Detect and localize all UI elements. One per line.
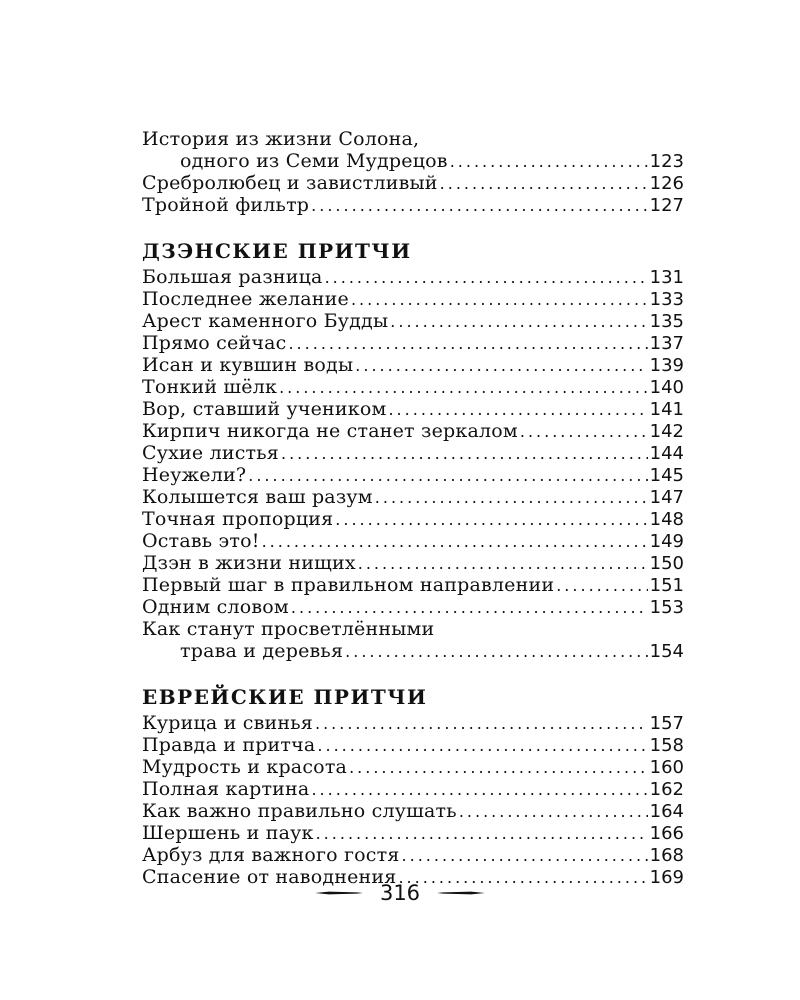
dot-leader bbox=[279, 377, 648, 398]
dot-leader bbox=[450, 151, 648, 172]
entry-page-number: 153 bbox=[649, 597, 684, 618]
entry-page-number: 160 bbox=[649, 757, 684, 778]
entry-page-number: 145 bbox=[649, 465, 684, 486]
jewish-entries bbox=[142, 712, 684, 888]
dot-leader bbox=[358, 553, 648, 574]
toc-entry bbox=[142, 398, 684, 420]
toc-entry bbox=[142, 800, 684, 822]
section-gap bbox=[142, 216, 684, 236]
entry-title: Тонкий шёлк bbox=[142, 376, 278, 398]
dot-leader bbox=[520, 421, 648, 442]
entry-page-number: 139 bbox=[649, 355, 684, 376]
toc-entry bbox=[142, 310, 684, 332]
toc-entry bbox=[142, 442, 684, 464]
entry-page-number: 131 bbox=[649, 267, 684, 288]
dot-leader bbox=[390, 311, 647, 332]
entry-title: Как важно правильно слушать bbox=[142, 800, 457, 822]
dot-leader bbox=[288, 333, 647, 354]
entry-title: История из жизни Солона, bbox=[142, 128, 420, 150]
entry-title: Вор, ставший учеником bbox=[142, 398, 387, 420]
toc-entry bbox=[142, 266, 684, 288]
entry-title: Точная пропорция bbox=[142, 508, 334, 530]
toc-entry bbox=[142, 354, 684, 376]
entry-title: Большая разница bbox=[142, 266, 323, 288]
toc-entry bbox=[142, 150, 684, 172]
dot-leader bbox=[291, 597, 648, 618]
entry-page-number: 147 bbox=[649, 487, 684, 508]
entry-page-number: 158 bbox=[649, 735, 684, 756]
toc-entry bbox=[142, 712, 684, 734]
entry-page-number: 164 bbox=[649, 801, 684, 822]
top-entries bbox=[142, 128, 684, 216]
entry-page-number: 137 bbox=[649, 333, 684, 354]
entry-title: Исан и кувшин воды bbox=[142, 354, 354, 376]
toc-entry bbox=[142, 376, 684, 398]
toc-entry bbox=[142, 844, 684, 866]
entry-title: Курица и свинья bbox=[142, 712, 313, 734]
entry-title: Первый шаг в правильном направлении bbox=[142, 574, 555, 596]
entry-title: Прямо сейчас bbox=[142, 332, 287, 354]
entry-page-number: 148 bbox=[649, 509, 684, 530]
entry-page-number: 126 bbox=[649, 173, 684, 194]
toc-entry bbox=[142, 734, 684, 756]
entry-title: Шершень и паук bbox=[142, 822, 314, 844]
dot-leader bbox=[388, 399, 647, 420]
entry-title: Спасение от наводнения bbox=[142, 866, 397, 888]
entry-title: Сухие листья bbox=[142, 442, 279, 464]
section-heading-jewish: ЕВРЕЙСКИЕ ПРИТЧИ bbox=[142, 685, 428, 709]
entry-page-number: 133 bbox=[649, 289, 684, 310]
entry-title: Колышется ваш разум bbox=[142, 486, 373, 508]
dot-leader bbox=[335, 509, 647, 530]
toc-entry bbox=[142, 486, 684, 508]
entry-page-number: 142 bbox=[649, 421, 684, 442]
entry-title: Неужели? bbox=[142, 464, 247, 486]
entry-title: Полная картина bbox=[142, 778, 310, 800]
toc-entry bbox=[142, 822, 684, 844]
entry-title: Одним словом bbox=[142, 596, 289, 618]
toc-entry bbox=[142, 420, 684, 442]
toc-entry bbox=[142, 508, 684, 530]
toc-entry bbox=[142, 552, 684, 574]
entry-page-number: 157 bbox=[649, 713, 684, 734]
toc-entry bbox=[142, 172, 684, 194]
entry-page-number: 162 bbox=[649, 779, 684, 800]
toc-entry bbox=[142, 194, 684, 216]
entry-page-number: 151 bbox=[649, 575, 684, 596]
page-number: 316 bbox=[379, 881, 421, 905]
left-ornament-icon bbox=[313, 888, 365, 898]
entry-page-number: 141 bbox=[649, 399, 684, 420]
toc-entry bbox=[142, 756, 684, 778]
entry-title: Арбуз для важного гостя bbox=[142, 844, 400, 866]
dot-leader bbox=[351, 289, 648, 310]
dot-leader bbox=[349, 757, 648, 778]
entry-title: Оставь это! bbox=[142, 530, 260, 552]
entry-title: одного из Семи Мудрецов bbox=[180, 150, 448, 172]
entry-title: Арест каменного Будды bbox=[142, 310, 389, 332]
dot-leader bbox=[311, 779, 647, 800]
toc-entry bbox=[142, 778, 684, 800]
toc-entry bbox=[142, 288, 684, 310]
dot-leader bbox=[316, 823, 648, 844]
entry-page-number: 127 bbox=[649, 195, 684, 216]
dot-leader bbox=[315, 713, 648, 734]
entry-title: Мудрость и красота bbox=[142, 756, 348, 778]
dot-leader bbox=[402, 845, 648, 866]
dot-leader bbox=[262, 531, 648, 552]
toc-entry bbox=[142, 596, 684, 618]
entry-page-number: 140 bbox=[649, 377, 684, 398]
toc-entry bbox=[142, 332, 684, 354]
entry-title: Как станут просветлёнными bbox=[142, 618, 435, 640]
entry-page-number: 149 bbox=[649, 531, 684, 552]
entry-title: Кирпич никогда не станет зеркалом bbox=[142, 420, 518, 442]
dot-leader bbox=[459, 801, 648, 822]
toc-entry bbox=[142, 530, 684, 552]
dot-leader bbox=[440, 173, 648, 194]
dot-leader bbox=[248, 465, 647, 486]
toc-entry bbox=[142, 574, 684, 596]
entry-page-number: 135 bbox=[649, 311, 684, 332]
entry-page-number: 150 bbox=[649, 553, 684, 574]
right-ornament-icon bbox=[435, 888, 487, 898]
zen-entries bbox=[142, 266, 684, 662]
dot-leader bbox=[281, 443, 648, 464]
entry-title: Тройной фильтр bbox=[142, 194, 310, 216]
section-gap bbox=[142, 662, 684, 682]
dot-leader bbox=[311, 195, 647, 216]
toc-entry bbox=[142, 128, 684, 150]
dot-leader bbox=[345, 641, 647, 662]
entry-title: Сребролюбец и завистливый bbox=[142, 172, 438, 194]
dot-leader bbox=[317, 735, 647, 756]
entry-title: Правда и притча bbox=[142, 734, 316, 756]
entry-page-number: 123 bbox=[649, 151, 684, 172]
entry-page-number: 169 bbox=[649, 867, 684, 888]
dot-leader bbox=[355, 355, 647, 376]
dot-leader bbox=[325, 267, 648, 288]
toc-entry bbox=[142, 464, 684, 486]
entry-page-number: 166 bbox=[649, 823, 684, 844]
section-heading-zen: ДЗЭНСКИЕ ПРИТЧИ bbox=[142, 239, 412, 263]
entry-page-number: 154 bbox=[649, 641, 684, 662]
toc-entry bbox=[142, 618, 684, 640]
entry-title: трава и деревья bbox=[180, 640, 344, 662]
toc-entry bbox=[142, 640, 684, 662]
entry-page-number: 168 bbox=[649, 845, 684, 866]
entry-title: Дзэн в жизни нищих bbox=[142, 552, 356, 574]
dot-leader bbox=[556, 575, 647, 596]
table-of-contents bbox=[142, 128, 684, 888]
page-footer bbox=[0, 880, 800, 905]
dot-leader bbox=[375, 487, 648, 508]
entry-title: Последнее желание bbox=[142, 288, 349, 310]
entry-page-number: 144 bbox=[649, 443, 684, 464]
